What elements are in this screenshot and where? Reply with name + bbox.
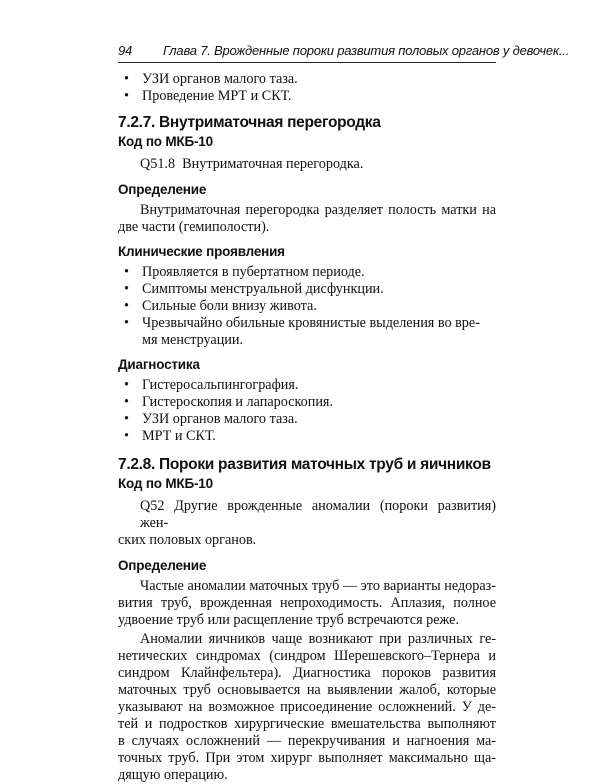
list-item: • Гистеросальпингография.	[124, 377, 299, 393]
list-item: • Проведение МРТ и СКТ.	[124, 88, 292, 104]
list-item: • Проявляется в пубертатном периоде.	[124, 264, 365, 280]
list-item: • МРТ и СКТ.	[124, 428, 216, 444]
text-line: тей и подростков хирургические вмешательства выполняют	[118, 716, 496, 732]
section-728-paragraph-2	[118, 631, 496, 784]
section-727-title: 7.2.7. Внутриматочная перегородка	[118, 114, 381, 131]
section-727-icd-line: Q51.8 Внутриматочная перегородка.	[140, 156, 364, 172]
list-item: • Гистероскопия и лапароскопия.	[124, 394, 333, 410]
list-item: • УЗИ органов малого таза.	[124, 411, 298, 427]
text-line: ских половых органов.	[118, 532, 257, 548]
section-728-icd-heading: Код по МКБ-10	[118, 476, 213, 491]
section-728-icd	[118, 498, 496, 549]
section-728-paragraph-1	[118, 578, 496, 629]
list-item: • УЗИ органов малого таза.	[124, 71, 298, 87]
text-line: Q52 Другие врожденные аномалии (пороки развития) жен-	[140, 498, 496, 531]
list-item-continuation: мя менструации.	[142, 332, 244, 348]
section-728-title: 7.2.8. Пороки развития маточных труб и яичников	[118, 456, 491, 473]
text-line: удвоение труб или расщепление труб встречаются реже.	[118, 612, 459, 628]
top-list	[118, 71, 496, 105]
list-item: • Симптомы менструальной дисфункции.	[124, 281, 384, 297]
text-line: указывают на возможное присоединение осложнений. У де-	[118, 699, 496, 715]
text-line: две части (гемиполости).	[118, 219, 270, 235]
text-line: в случаях осложнений — перекручивания и нагноения ма-	[118, 733, 496, 749]
text-line: Аномалии яичников чаще возникают при различных ге-	[140, 631, 496, 647]
section-727-diagnostics-heading: Диагностика	[118, 357, 200, 372]
running-header	[118, 40, 570, 63]
section-727-diagnostics-list	[118, 377, 496, 445]
section-727-definition-heading: Определение	[118, 182, 207, 197]
text-line: вития труб, врожденная непроходимость. Аплазия, полное	[118, 595, 496, 611]
text-line: точных труб. При этом хирург выполняет максимально ща-	[118, 750, 496, 766]
section-727-clinical-list	[118, 264, 496, 349]
section-727-icd-heading: Код по МКБ-10	[118, 134, 213, 149]
text-line: Внутриматочная перегородка разделяет полость матки на	[140, 202, 496, 218]
text-line: синдром Клайнфельтера). Диагностика пороков развития	[118, 665, 496, 681]
page-number: 94	[118, 43, 133, 58]
section-727-clinical-heading: Клинические проявления	[118, 244, 285, 259]
text-line: нетических синдромах (синдром Шерешевского–Тернера и	[118, 648, 496, 664]
running-title: Глава 7. Врожденные пороки развития половых органов у девочек...	[163, 43, 570, 58]
text-line: дящую операцию.	[118, 767, 228, 783]
text-line: Частые аномалии маточных труб — это варианты недораз-	[140, 578, 496, 594]
list-item: • Чрезвычайно обильные кровянистые выделения во вре-	[124, 315, 480, 331]
section-727-definition	[118, 202, 496, 236]
page-content	[118, 62, 496, 784]
text-line: маточных труб основывается на выявлении жалоб, которые	[118, 682, 496, 698]
list-item: • Сильные боли внизу живота.	[124, 298, 317, 314]
section-728-definition-heading: Определение	[118, 558, 207, 573]
